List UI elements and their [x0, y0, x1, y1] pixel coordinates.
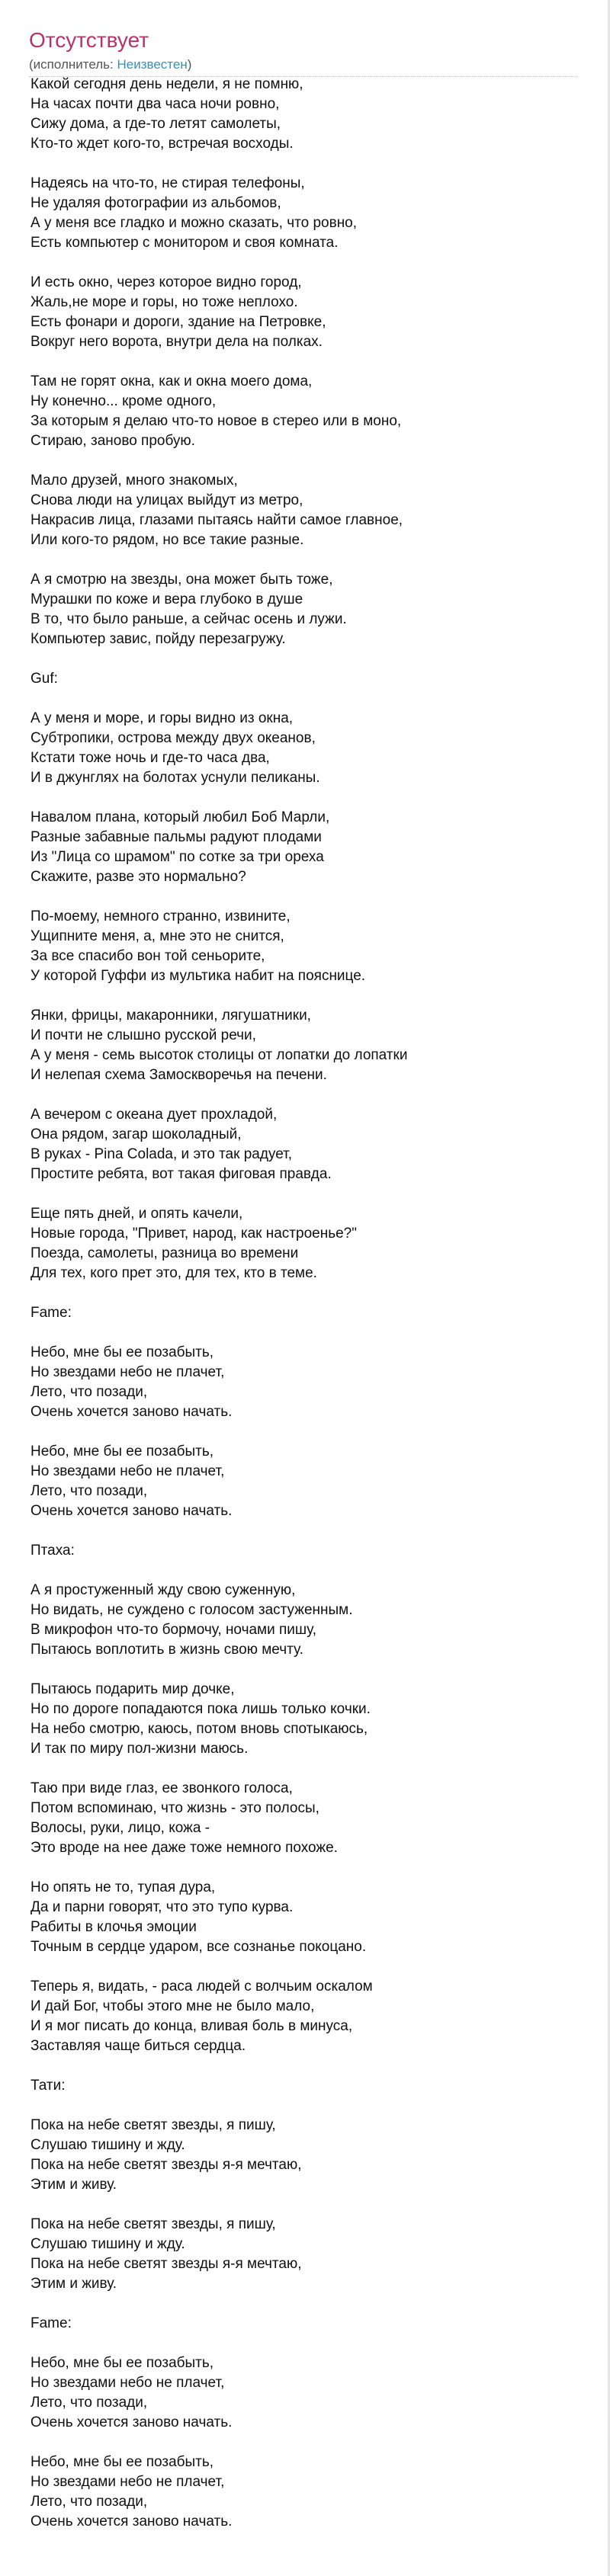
lyrics-line: Есть компьютер с монитором и своя комната. — [30, 235, 339, 251]
lyrics-line: Этим и живу. — [30, 2177, 117, 2193]
lyrics-line: Кстати тоже ночь и где-то часа два, — [30, 750, 270, 766]
lyrics-line: Мало друзей, много знакомых, — [30, 473, 238, 489]
lyrics-line: За которым я делаю что-то новое в стерео или в моно, — [30, 413, 402, 429]
lyrics-line: На часах почти два часа ночи ровно, — [30, 96, 280, 112]
lyrics-line: Очень хочется заново начать. — [30, 2514, 233, 2530]
lyrics-line: А я смотрю на звезды, она может быть тоже, — [30, 572, 333, 588]
lyrics-stanza — [30, 669, 595, 689]
lyrics-line: Янки, фрицы, макаронники, лягушатники, — [30, 1008, 311, 1024]
lyrics-line: А у меня - семь высоток столицы от лопатки до лопатки — [30, 1047, 408, 1063]
lyrics-line: Птаха: — [30, 1543, 75, 1559]
lyrics-line: Очень хочется заново начать. — [30, 1404, 233, 1420]
lyrics-line: Лето, что позади, — [30, 1384, 148, 1400]
lyrics-line: Теперь я, видать, - раса людей с волчьим оскалом — [30, 1978, 373, 1994]
lyrics-stanza — [30, 2116, 595, 2195]
lyrics-line: Пока на небе светят звезды, я пишу, — [30, 2216, 276, 2232]
artist-link[interactable]: Неизвестен — [117, 57, 188, 72]
lyrics-stanza — [30, 1977, 595, 2056]
lyrics-line: А у меня все гладко и можно сказать, что ровно, — [30, 215, 358, 231]
lyrics-line: Точным в сердце ударом, все сознанье покоцано. — [30, 1939, 367, 1955]
lyrics-line: Или кого-то рядом, но все такие разные. — [30, 532, 304, 548]
lyrics-line: Очень хочется заново начать. — [30, 2414, 233, 2430]
lyrics-line: Субтропики, острова между двух океанов, — [30, 730, 316, 746]
lyrics-stanza — [30, 570, 595, 649]
lyrics-line: Да и парни говорят, что это тупо курва. — [30, 1899, 294, 1915]
lyrics-stanza — [30, 2314, 595, 2334]
lyrics-line: Потом вспоминаю, что жизнь - это полосы, — [30, 1800, 319, 1816]
lyrics-line: Новые города, "Привет, народ, как настроенье?" — [30, 1226, 357, 1242]
lyrics-line: За все спасибо вон той сеньорите, — [30, 948, 265, 964]
lyrics-stanza — [30, 2076, 595, 2096]
lyrics-stanza — [30, 471, 595, 550]
lyrics-line: Кто-то ждет кого-то, встречая восходы. — [30, 136, 294, 152]
lyrics-line: Небо, мне бы ее позабыть, — [30, 1443, 214, 1459]
lyrics-line: Пока на небе светят звезды я-я мечтаю, — [30, 2256, 302, 2272]
lyrics-line: Тати: — [30, 2078, 66, 2094]
lyrics-line: Но по дороге попадаются пока лишь только кочки. — [30, 1701, 371, 1717]
lyrics-line: Поезда, самолеты, разница во времени — [30, 1245, 299, 1261]
artist-line — [29, 56, 578, 77]
lyrics-stanza — [30, 75, 595, 154]
lyrics-stanza — [30, 1680, 595, 1759]
lyrics-line: Лето, что позади, — [30, 2395, 148, 2411]
lyrics-stanza — [30, 1541, 595, 1561]
lyrics-stanza — [30, 2215, 595, 2294]
lyrics-stanza — [30, 372, 595, 451]
lyrics-line: Какой сегодня день недели, я не помню, — [30, 76, 303, 92]
lyrics-line: Компьютер завис, пойду перезагружу. — [30, 631, 286, 647]
lyrics-line: Заставляя чаще биться сердца. — [30, 2038, 246, 2054]
lyrics-stanza — [30, 2353, 595, 2433]
lyrics-line: И так по миру пол-жизни маюсь. — [30, 1741, 249, 1757]
lyrics-line: Там не горят окна, как и окна моего дома, — [30, 373, 313, 389]
lyrics-line: А у меня и море, и горы видно из окна, — [30, 710, 294, 726]
lyrics-line: Простите ребята, вот такая фиговая правда. — [30, 1166, 332, 1182]
lyrics-line: Сижу дома, а где-то летят самолеты, — [30, 116, 281, 132]
lyrics-line: Ну конечно... кроме одного, — [30, 393, 217, 409]
lyrics-line: Для тех, кого прет это, для тех, кто в теме. — [30, 1265, 317, 1281]
lyrics-stanza — [30, 1343, 595, 1422]
lyrics-line: Лето, что позади, — [30, 1483, 148, 1499]
lyrics-line: В руках - Pina Colada, и это так радует, — [30, 1146, 293, 1162]
lyrics-line: Таю при виде глаз, ее звонкого голоса, — [30, 1780, 293, 1796]
lyrics-line: В то, что было раньше, а сейчас осень и лужи. — [30, 611, 347, 627]
lyrics-line: Не удаляя фотографии из альбомов, — [30, 195, 281, 211]
lyrics-line: Лето, что позади, — [30, 2494, 148, 2510]
lyrics-line: У которой Гуффи из мультика набит на пояснице. — [30, 968, 366, 984]
lyrics-line: И я мог писать до конца, вливая боль в минуса, — [30, 2018, 353, 2034]
lyrics-line: Guf: — [30, 671, 58, 687]
lyrics-line: И почти не слышно русской речи, — [30, 1027, 256, 1043]
lyrics-line: А я простуженный жду свою суженную, — [30, 1582, 296, 1598]
artist-prefix: (исполнитель: — [29, 57, 117, 72]
song-header — [29, 27, 578, 77]
lyrics-line: По-моему, немного странно, извините, — [30, 908, 291, 924]
lyrics-stanza — [30, 273, 595, 352]
lyrics-line: Пытаюсь воплотить в жизнь свою мечту. — [30, 1642, 303, 1658]
lyrics-line: И есть окно, через которое видно город, — [30, 274, 302, 290]
lyrics-line: И нелепая схема Замоскворечья на печени. — [30, 1067, 327, 1083]
lyrics-line: Пытаюсь подарить мир дочке, — [30, 1681, 235, 1697]
lyrics-line: Снова люди на улицах выйдут из метро, — [30, 492, 303, 508]
song-title: Отсутствует — [29, 28, 149, 52]
lyrics-line: Этим и живу. — [30, 2276, 117, 2292]
lyrics-line: Есть фонари и дороги, здание на Петровке, — [30, 314, 326, 330]
lyrics-line: Это вроде на нее даже тоже немного похоже. — [30, 1840, 338, 1856]
lyrics-line: Волосы, руки, лицо, кожа - — [30, 1820, 210, 1836]
lyrics-stanza — [30, 1303, 595, 1323]
lyrics-line: Разные забавные пальмы радуют плодами — [30, 829, 322, 845]
lyrics-line: Но звездами небо не плачет, — [30, 1463, 225, 1479]
lyrics-line: Но видать, не суждено с голосом застуженным. — [30, 1602, 353, 1618]
lyrics-line: Но звездами небо не плачет, — [30, 2474, 225, 2490]
lyrics-line: Ущипните меня, а, мне это не снится, — [30, 928, 284, 944]
lyrics-stanza — [30, 174, 595, 253]
lyrics-line: Слушаю тишину и жду. — [30, 2137, 185, 2153]
lyrics-line: Вокруг него ворота, внутри дела на полках. — [30, 334, 323, 350]
lyrics-line: Мурашки по коже и вера глубоко в душе — [30, 591, 303, 607]
lyrics-line: Она рядом, загар шоколадный, — [30, 1126, 242, 1142]
lyrics-line: Надеясь на что-то, не стирая телефоны, — [30, 175, 305, 191]
lyrics-stanza — [30, 2453, 595, 2532]
lyrics-line: Навалом плана, который любил Боб Марли, — [30, 809, 330, 825]
lyrics-line: Небо, мне бы ее позабыть, — [30, 2355, 214, 2371]
lyrics-line: Скажите, разве это нормально? — [30, 869, 246, 885]
lyrics-line: А вечером с океана дует прохладой, — [30, 1107, 278, 1123]
lyrics-stanza — [30, 1006, 595, 1085]
lyrics-text — [30, 75, 595, 2552]
lyrics-line: Небо, мне бы ее позабыть, — [30, 2454, 214, 2470]
lyrics-line: Еще пять дней, и опять качели, — [30, 1206, 243, 1222]
artist-suffix: ) — [187, 57, 192, 72]
lyrics-line: И дай Бог, чтобы этого мне не было мало, — [30, 1998, 315, 2014]
lyrics-line: Пока на небе светят звезды, я пишу, — [30, 2117, 276, 2133]
lyrics-line: И в джунглях на болотах уснули пеликаны. — [30, 770, 320, 786]
lyrics-line: Пока на небе светят звезды я-я мечтаю, — [30, 2157, 302, 2173]
lyrics-line: В микрофон что-то бормочу, ночами пишу, — [30, 1622, 317, 1638]
lyrics-line: Жаль,не море и горы, но тоже неплохо. — [30, 294, 298, 310]
lyrics-line: Рабиты в клочья эмоции — [30, 1919, 197, 1935]
lyrics-line: Стираю, заново пробую. — [30, 433, 195, 449]
lyrics-line: Но опять не то, тупая дура, — [30, 1879, 216, 1895]
lyrics-line: Слушаю тишину и жду. — [30, 2236, 185, 2252]
lyrics-line: Но звездами небо не плачет, — [30, 2375, 225, 2391]
lyrics-line: На небо смотрю, каюсь, потом вновь спотыкаюсь, — [30, 1721, 368, 1737]
lyrics-line: Накрасив лица, глазами пытаясь найти самое главное, — [30, 512, 403, 528]
lyrics-stanza — [30, 1581, 595, 1660]
lyrics-stanza — [30, 1204, 595, 1283]
lyrics-line: Из "Лица со шрамом" по сотке за три ореха — [30, 849, 324, 865]
lyrics-line: Но звездами небо не плачет, — [30, 1364, 225, 1380]
lyrics-stanza — [30, 1779, 595, 1858]
lyrics-stanza — [30, 1442, 595, 1521]
lyrics-line: Fame: — [30, 2315, 72, 2331]
lyrics-line: Небо, мне бы ее позабыть, — [30, 1344, 214, 1360]
lyrics-line: Очень хочется заново начать. — [30, 1503, 233, 1519]
lyrics-stanza — [30, 709, 595, 788]
lyrics-stanza — [30, 907, 595, 986]
lyrics-stanza — [30, 1105, 595, 1184]
lyrics-stanza — [30, 1878, 595, 1957]
lyrics-stanza — [30, 808, 595, 887]
lyrics-line: Fame: — [30, 1305, 72, 1321]
